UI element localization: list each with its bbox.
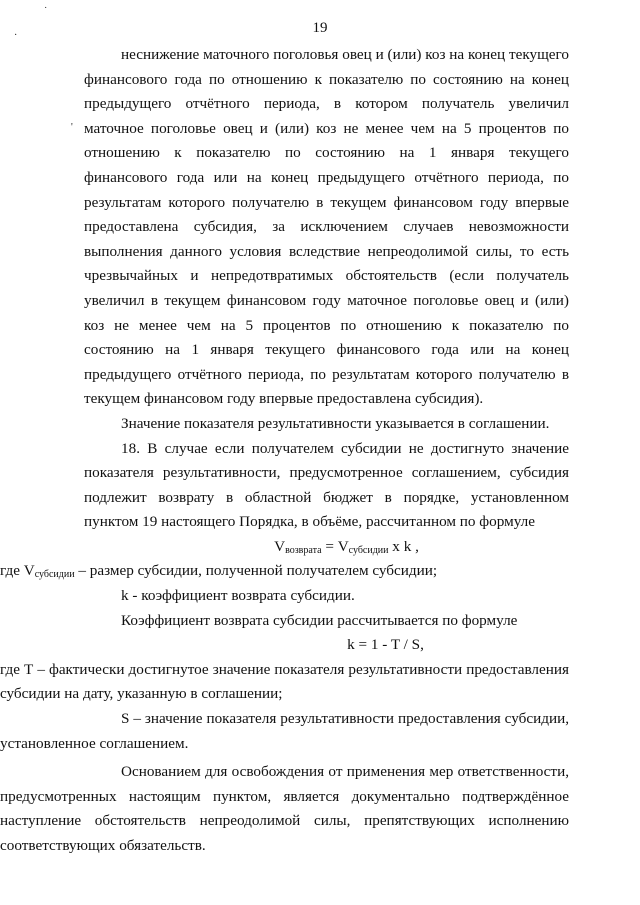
continuation-paragraph: неснижение маточного поголовья овец и (или) коз на конец текущего финансового года по отношению к показателю по состоянию на конец предыдущего отчётного периода, в котором получатель увеличил маточное поголовье овец и (или) коз не менее чем на 5 процентов по отношению к показателю по состоянию на 1 января текущего финансового года или на конец предыдущего отчётного периода, по результатам которого получателю в текущем финансовом году впервые предоставлена субсидия, за исключением случаев невозможности выполнения данного условия вследствие непреодолимой силы, то есть чрезвычайных и непредотвратимых обстоятельств (если получатель увеличил в текущем финансовом году маточное поголовье овец и (или) коз не менее чем на 5 процентов по отношению к показателю по состоянию на 1 января текущего финансового года или на конец предыдущего отчётного периода, по результатам которого получателю в текущем финансовом году впервые предоставлена субсидия). — [84, 46, 569, 408]
scan-mark: ˙ — [44, 6, 48, 17]
definition-v-text: – размер субсидии, полученной получателем субсидии; — [74, 562, 438, 580]
definition-t: где Т – фактически достигнутое значение показателя результативности предоставления субсидии на дату, указанную в соглашении; — [0, 660, 569, 703]
formula-lhs: V — [274, 537, 286, 555]
definition-v — [0, 559, 569, 584]
definition-v-prefix: где V — [0, 562, 35, 580]
final-paragraph: Основанием для освобождения от применения мер ответственности, предусмотренных настоящим пунктом, является документально подтверждённое наступление обстоятельств непреодолимой силы, препятствующих исполнению соответствующих обязательств. — [0, 763, 569, 854]
document-body — [0, 43, 569, 859]
scan-mark: · — [14, 30, 18, 41]
formula-rhs: V — [337, 537, 349, 555]
indicator-note: Значение показателя результативности указывается в соглашении. — [121, 414, 550, 432]
formula-tail: x k , — [388, 537, 419, 555]
clause-18: 18. В случае если получателем субсидии не достигнуто значение показателя результативности, предусмотренное соглашением, субсидия подлежит возврату в областной бюджет в порядке, установленном пунктом 19 настоящего Порядка, в объёме, рассчитанном по формуле — [84, 439, 569, 531]
formula-rhs-subscript: субсидии — [348, 544, 389, 556]
definition-k: k - коэффициент возврата субсидии. — [121, 587, 355, 605]
definition-s: S – значение показателя результативности предоставления субсидии, установленное соглашением. — [0, 710, 569, 752]
page-number: 19 — [312, 20, 328, 36]
formula-coefficient: k = 1 - T / S, — [347, 636, 424, 654]
formula-lhs-subscript: возврата — [285, 544, 322, 556]
scan-mark: ' — [71, 122, 73, 133]
formula-refund — [84, 535, 569, 560]
coefficient-intro: Коэффициент возврата субсидии рассчитывается по формуле — [121, 611, 518, 629]
definition-v-subscript: субсидии — [34, 569, 75, 581]
formula-equals: = — [321, 537, 338, 555]
